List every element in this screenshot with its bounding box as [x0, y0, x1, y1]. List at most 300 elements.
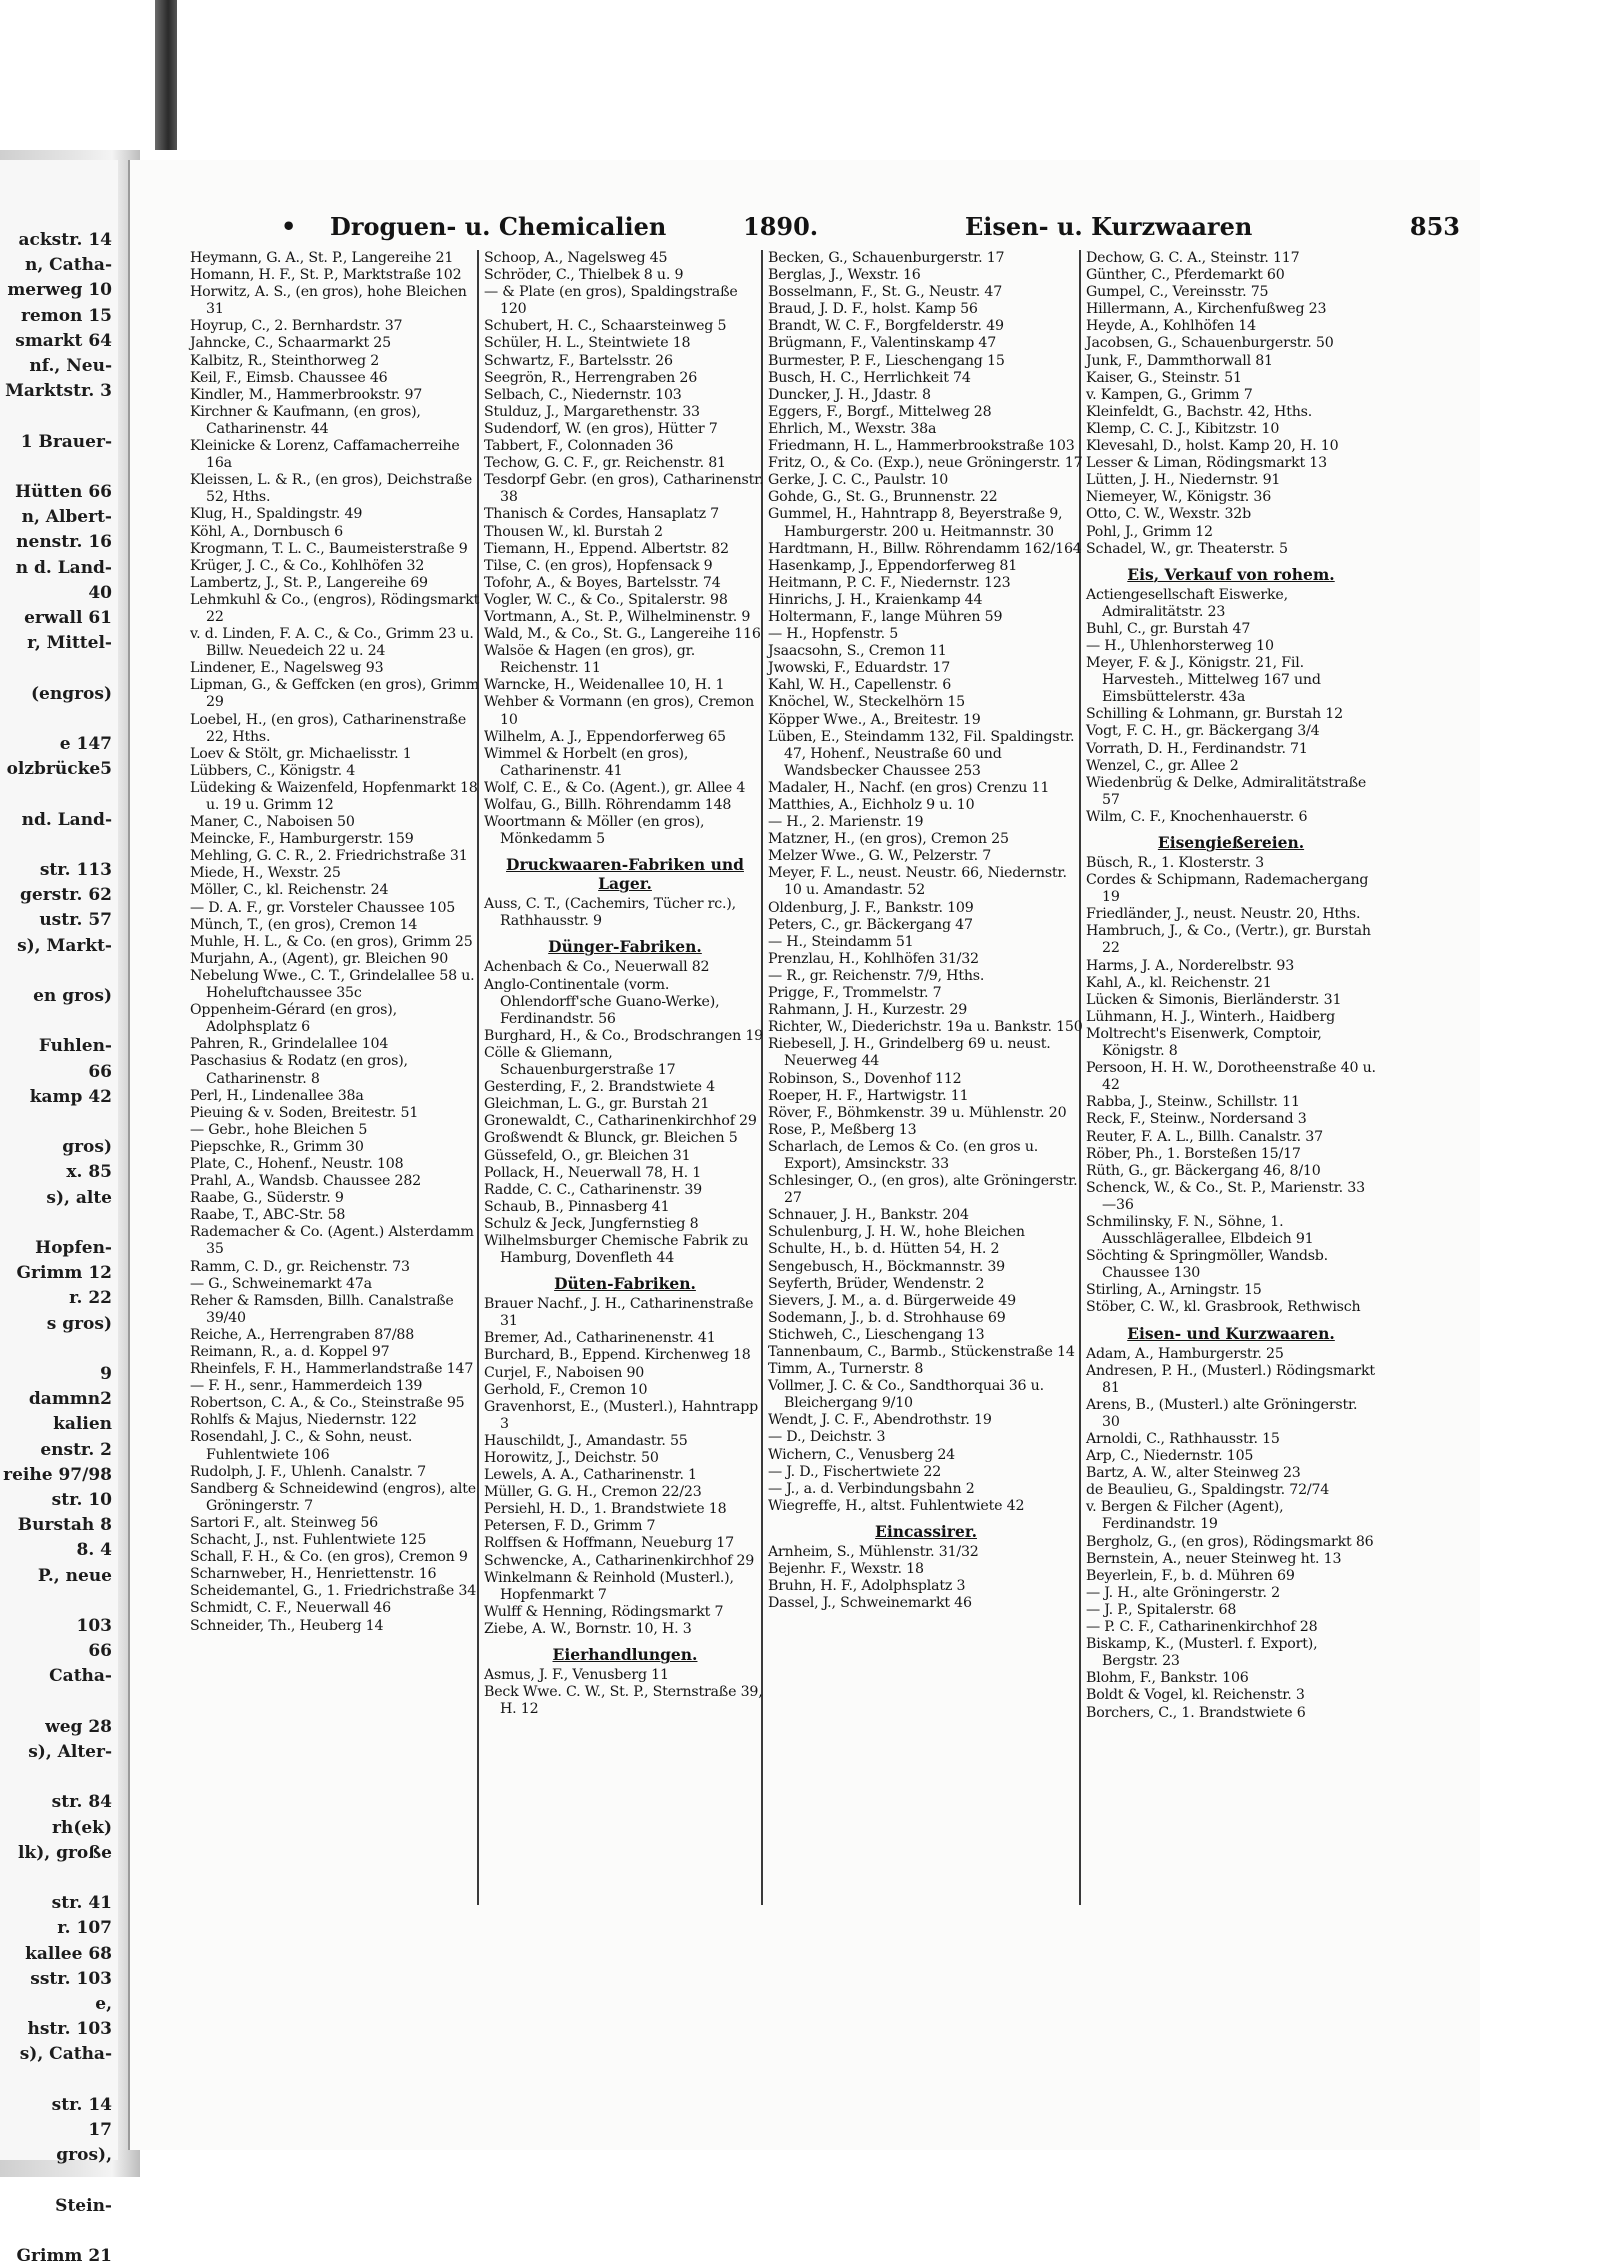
directory-entry: Klevesahl, D., holst. Kamp 20, H. 10: [1086, 438, 1339, 455]
left-page-fragment: x. 85: [66, 1162, 112, 1183]
left-page-fragment: Catha-: [49, 1666, 112, 1687]
directory-entry: Cordes & Schipmann, Rademachergang 19: [1086, 872, 1369, 906]
left-page-fragment: Hopfen-: [35, 1238, 112, 1258]
left-page-fragment: s), Alter-: [28, 1742, 112, 1762]
directory-entry: Scharlach, de Lemos & Co. (en gros u. Export), Amsinckstr. 33: [768, 1138, 1039, 1172]
directory-entry: Ziebe, A. W., Bornstr. 10, H. 3: [484, 1620, 692, 1637]
directory-entry: Moltrecht's Eisenwerk, Comptoir, Königstr. 8: [1086, 1025, 1322, 1060]
directory-entry: Schneider, Th., Heuberg 14: [190, 1617, 384, 1634]
left-page-fragment: 103: [76, 1616, 112, 1636]
directory-entry: Richter, W., Diederichstr. 19a u. Bankstr. 150: [768, 1019, 1083, 1036]
directory-entry: Schubert, H. C., Schaarsteinweg 5: [484, 318, 727, 335]
directory-entry: Meincke, F., Hamburgerstr. 159: [190, 831, 414, 848]
directory-entry: Lindener, E., Nagelsweg 93: [190, 660, 384, 677]
directory-entry: Gravenhorst, E., (Musterl.), Hahntrapp 3: [484, 1398, 759, 1432]
directory-entry: Biskamp, K., (Musterl. f. Export), Bergstr. 23: [1086, 1636, 1318, 1670]
left-page-fragment: r. 107: [57, 1918, 112, 1939]
directory-entry: Arnheim, S., Mühlenstr. 31/32: [768, 1543, 979, 1560]
directory-entry: Hinrichs, J. H., Kraienkamp 44: [768, 591, 983, 608]
directory-entry: Pieuing & v. Soden, Breitestr. 51: [190, 1104, 419, 1121]
directory-entry: Niemeyer, W., Königstr. 36: [1086, 489, 1272, 506]
directory-entry: Timm, A., Turnerstr. 8: [768, 1361, 924, 1378]
left-page-fragment: str. 113: [39, 860, 112, 880]
directory-entry: Robinson, S., Dovenhof 112: [768, 1070, 962, 1087]
directory-entry: Wimmel & Horbelt (en gros), Catharinenstr. 41: [484, 745, 689, 779]
directory-entry: Bruhn, H. F., Adolphsplatz 3: [768, 1578, 966, 1595]
left-page-fragment: 40: [88, 582, 112, 603]
left-page-fragment: hstr. 103: [27, 2019, 112, 2040]
directory-entry: Rolffsen & Hoffmann, Neueburg 17: [484, 1535, 734, 1552]
directory-entry: Rudolph, J. F., Uhlenh. Canalstr. 7: [190, 1463, 427, 1480]
left-page-fragment: ustr. 57: [39, 910, 112, 931]
left-page-fragment: olzbrücke5: [6, 759, 112, 780]
directory-entry: Braud, J. D. F., holst. Kamp 56: [768, 301, 978, 318]
directory-entry: Schilling & Lohmann, gr. Burstah 12: [1086, 706, 1343, 723]
left-page-fragment: lk), große: [17, 1842, 112, 1863]
directory-entry: — D., Deichstr. 3: [768, 1429, 886, 1446]
directory-entry: Meyer, F. L., neust. Neustr. 66, Niedernstr. 10 u. Amandastr. 52: [768, 865, 1067, 899]
directory-entry: Hasenkamp, J., Eppendorferweg 81: [768, 557, 1018, 574]
directory-entry: Wulff & Henning, Rödingsmarkt 7: [484, 1603, 724, 1620]
directory-entry: Thousen W., kl. Burstah 2: [484, 523, 663, 540]
directory-entry: Wehber & Vormann (en gros), Cremon 10: [484, 694, 755, 728]
directory-entry: Bartz, A. W., alter Steinweg 23: [1086, 1465, 1301, 1482]
directory-entry: Raabe, G., Süderstr. 9: [190, 1190, 344, 1207]
directory-entry: Dechow, G. C. A., Steinstr. 117: [1086, 250, 1300, 266]
directory-entry: Busch, H. C., Herrlichkeit 74: [768, 369, 971, 386]
directory-entry: Buhl, C., gr. Burstah 47: [1086, 620, 1251, 637]
directory-entry: Rahmann, J. H., Kurzestr. 29: [768, 1002, 968, 1019]
directory-entry: Wichern, C., Venusberg 24: [768, 1446, 955, 1463]
left-page-fragment: Stein-: [55, 2195, 112, 2216]
directory-entry: Paschasius & Rodatz (en gros), Catharinenstr. 8: [190, 1053, 408, 1087]
directory-entry: — F. H., senr., Hammerdeich 139: [190, 1378, 423, 1395]
directory-entry: Heymann, G. A., St. P., Langereihe 21: [190, 250, 454, 266]
directory-entry: Münch, T., (en gros), Cremon 14: [190, 916, 418, 933]
directory-entry: Prigge, F., Trommelstr. 7: [768, 985, 942, 1002]
directory-entry: Lewels, A. A., Catharinenstr. 1: [484, 1467, 697, 1484]
left-page-fragment: gros): [62, 1137, 112, 1158]
directory-entry: Walsöe & Hagen (en gros), gr. Reichenstr. 11: [484, 643, 696, 677]
left-page-fragment: e,: [95, 1994, 112, 2014]
directory-entry: Tofohr, A., & Boyes, Bartelsstr. 74: [484, 574, 721, 591]
directory-entry: Jahncke, C., Schaarmarkt 25: [190, 335, 391, 352]
directory-entry: Meyer, F. & J., Königstr. 21, Fil. Harvestеh., Mittelweg 167 und Eimsbüttelerstr. 43a: [1086, 655, 1321, 706]
directory-entry: — H., Hopfenstr. 5: [768, 626, 899, 643]
directory-entry: Reck, F., Steinw., Nordersand 3: [1086, 1111, 1307, 1128]
directory-entry: Vogler, W. C., & Co., Spitalerstr. 98: [484, 591, 728, 608]
directory-entry: Burchard, B., Eppend. Kirchenweg 18: [484, 1347, 751, 1364]
directory-entry: Kaiser, G., Steinstr. 51: [1086, 369, 1242, 386]
left-page-fragment: s gros): [46, 1313, 112, 1334]
directory-entry: Hillermann, A., Kirchenfußweg 23: [1086, 301, 1327, 318]
directory-entry: Tilse, C. (en gros), Hopfensack 9: [484, 557, 713, 574]
directory-entry: Schlesinger, O., (en gros), alte Gröningerstr. 27: [768, 1173, 1078, 1207]
directory-entry: Röber, Ph., 1. Borsteßen 15/17: [1086, 1145, 1301, 1162]
section-heading: Eincassirer.: [875, 1521, 977, 1541]
left-page-fragment: merweg 10: [7, 280, 112, 301]
page-header: [195, 212, 1460, 242]
directory-entry: Harms, J. A., Norderelbstr. 93: [1086, 957, 1295, 974]
directory-entry: — P. C. F., Catharinenkirchhof 28: [1086, 1619, 1318, 1636]
directory-entry: Brauer Nachf., J. H., Catharinenstraße 31: [484, 1296, 754, 1330]
directory-entry: Woortmann & Möller (en gros), Mönkedamm 5: [484, 814, 705, 848]
directory-entry: Tabbert, F., Colonnaden 36: [484, 438, 674, 455]
directory-entry: Dassel, J., Schweinemarkt 46: [768, 1595, 972, 1612]
directory-entry: Schüler, H. L., Steintwiete 18: [484, 335, 691, 352]
directory-entry: Sodemann, J., b. d. Strohhause 69: [768, 1309, 1006, 1326]
directory-entry: Persoon, H. H. W., Dorotheenstraße 40 u. 42: [1086, 1060, 1376, 1094]
directory-entry: Pollack, H., Neuerwall 78, H. 1: [484, 1164, 702, 1181]
directory-entry: — D. A. F., gr. Vorsteler Chaussee 105: [190, 899, 456, 916]
directory-entry: Seegrön, R., Herrengraben 26: [484, 369, 698, 386]
directory-entry: Kleinicke & Lorenz, Caffamacherreihe 16a: [190, 438, 460, 472]
section-heading: Eisen- und Kurzwaaren.: [1127, 1323, 1335, 1343]
directory-entry: Wolfau, G., Billh. Röhrendamm 148: [484, 797, 732, 813]
header-year: 1890.: [743, 212, 819, 241]
directory-entry: Actiengesellschaft Eiswerke, Admiralitätstr. 23: [1086, 586, 1288, 620]
directory-entry: Heitmann, P. C. F., Niedernstr. 123: [768, 574, 1011, 591]
left-page-fragment: nd. Land-: [21, 809, 112, 830]
directory-entry: Reiche, A., Herrengraben 87/88: [190, 1326, 415, 1343]
left-page-fragment: 8. 4: [76, 1540, 112, 1561]
directory-entry: Hambruch, J., & Co., (Vertr.), gr. Burstah 22: [1086, 923, 1371, 957]
directory-entry: Kleinfeldt, G., Bachstr. 42, Hths.: [1086, 403, 1313, 420]
directory-entry: Schwencke, A., Catharinenkirchhof 29: [484, 1552, 755, 1569]
directory-entry: Lüben, E., Steindamm 132, Fil. Spaldingstr. 47, Hohenf., Neustraße 60 und Wandsbecker Chaussee 253: [768, 728, 1075, 779]
directory-entry: Großwendt & Blunck, gr. Bleichen 5: [484, 1130, 738, 1147]
directory-entry: Schadel, W., gr. Theaterstr. 5: [1086, 540, 1288, 557]
directory-entry: de Beaulieu, G., Spaldingstr. 72/74: [1086, 1482, 1330, 1499]
directory-entry: Becken, G., Schauenburgerstr. 17: [768, 250, 1005, 266]
directory-entry: — H., 2. Marienstr. 19: [768, 814, 924, 831]
directory-entry: Nebelung Wwe., C. T., Grindelallee 58 u. Hoheluftchaussee 35c: [190, 967, 475, 1002]
directory-entry: Wilm, C. F., Knochenhauerstr. 6: [1086, 808, 1308, 825]
directory-entry: Köhl, A., Dornbusch 6: [190, 523, 343, 540]
directory-entry: Duncker, J. H., Jdastr. 8: [768, 386, 931, 403]
directory-entry: Schwartz, F., Bartelsstr. 26: [484, 352, 673, 369]
directory-entry: Gummel, H., Hahntrapp 8, Beyerstraße 9, Hamburgerstr. 200 u. Heitmannstr. 30: [768, 506, 1063, 540]
left-page-fragment: gerstr. 62: [20, 885, 112, 906]
directory-entry: Scharnweber, H., Henriettenstr. 16: [190, 1566, 437, 1583]
directory-entry: Warncke, H., Weidenallee 10, H. 1: [484, 677, 725, 694]
directory-entry: Petersen, F. D., Grimm 7: [484, 1518, 656, 1535]
directory-entry: Pohl, J., Grimm 12: [1086, 523, 1213, 540]
directory-entry: Oppenheim-Gérard (en gros), Adolphsplatz 6: [190, 1002, 397, 1036]
section-heading: Druckwaaren-Fabriken und Lager.: [506, 855, 744, 894]
directory-entry: Röver, F., Böhmkenstr. 39 u. Mühlenstr. 20: [768, 1104, 1067, 1121]
left-page-fragment: e 147: [59, 734, 112, 754]
left-page-fragment: enstr. 2: [40, 1439, 112, 1460]
directory-entry: Fritz, O., & Co. (Exp.), neue Gröningerstr. 17: [768, 455, 1083, 472]
left-page-fragment: s), Catha-: [19, 2044, 112, 2065]
directory-entry: Rohlfs & Majus, Niedernstr. 122: [190, 1412, 417, 1429]
left-page-edge: [0, 160, 118, 2266]
directory-entry: Peters, C., gr. Bäckergang 47: [768, 916, 973, 933]
directory-entry: — R., gr. Reichenstr. 7/9, Hths.: [768, 967, 985, 984]
directory-entry: Kindler, M., Hammerbrookstr. 97: [190, 386, 423, 403]
left-page-fragment: gros),: [56, 2145, 112, 2166]
directory-entry: Ehrlich, M., Wexstr. 38a: [768, 420, 937, 437]
left-page-fragment: str. 14: [51, 2094, 112, 2115]
left-page-fragment: str. 41: [51, 1893, 112, 1914]
directory-entry: Lipman, G., & Geffcken (en gros), Grimm 29: [190, 677, 480, 711]
left-page-fragment: r. 22: [69, 1288, 112, 1309]
left-page-fragment: Grimm 21: [16, 2246, 112, 2266]
directory-entry: Günther, C., Pferdemarkt 60: [1086, 267, 1285, 284]
directory-entry: Sartori F., alt. Steinweg 56: [190, 1514, 378, 1531]
directory-entry: Gerhold, F., Cremon 10: [484, 1381, 648, 1398]
directory-entry: Arens, B., (Musterl.) alte Gröningerstr. 30: [1086, 1396, 1358, 1430]
directory-entry: — H., Uhlenhorsterweg 10: [1086, 637, 1274, 654]
directory-entry: Vogt, F. C. H., gr. Bäckergang 3/4: [1086, 723, 1320, 740]
left-page-fragment: kamp 42: [29, 1086, 112, 1107]
directory-entry: Schacht, J., nst. Fuhlentwiete 125: [190, 1532, 427, 1549]
directory-entry: — H., Steindamm 51: [768, 933, 914, 950]
directory-entry: Lüdeking & Waizenfeld, Hopfenmarkt 18 u. 19 u. Grimm 12: [190, 779, 478, 813]
directory-entry: Wenzel, C., gr. Allee 2: [1086, 757, 1239, 774]
directory-entry: Beck Wwe. C. W., St. P., Sternstraße 39, H. 12: [484, 1684, 763, 1718]
directory-entry: Adam, A., Hamburgerstr. 25: [1086, 1345, 1284, 1362]
directory-entry: Brandt, W. C. F., Borgfelderstr. 49: [768, 318, 1004, 335]
directory-entry: Bergholz, G., (en gros), Rödingsmarkt 86: [1086, 1533, 1374, 1550]
header-bullet: •: [281, 212, 297, 241]
directory-entry: Klemp, C. C. J., Kibitzstr. 10: [1086, 420, 1280, 437]
directory-entry: Brügmann, F., Valentinskamp 47: [768, 335, 997, 352]
directory-entry: Loebel, H., (en gros), Catharinenstraße 22, Hths.: [190, 711, 467, 745]
directory-entry: Wiegreffe, H., altst. Fuhlentwiete 42: [768, 1497, 1025, 1514]
directory-entry: Müller, G. G. H., Cremon 22/23: [484, 1484, 702, 1501]
directory-entry: Rosendahl, J. C., & Sohn, neust. Fuhlentwiete 106: [190, 1429, 413, 1463]
directory-entry: Jacobsen, G., Schauenburgerstr. 50: [1086, 335, 1334, 352]
section-heading: Düten-Fabriken.: [554, 1274, 696, 1294]
directory-entry: Techow, G. C. F., gr. Reichenstr. 81: [484, 455, 726, 472]
left-page-fragment: Marktstr. 3: [5, 381, 112, 402]
directory-entry: Hardtmann, H., Billw. Röhrendamm 162/164: [768, 540, 1082, 557]
directory-entry: Bosselmann, F., St. G., Neustr. 47: [768, 284, 1003, 301]
directory-entry: — J. D., Fischertwiete 22: [768, 1463, 942, 1480]
section-heading: Eierhandlungen.: [552, 1645, 698, 1665]
column-4: [1086, 250, 1376, 1910]
directory-entry: Selbach, C., Niedernstr. 103: [484, 386, 682, 403]
directory-entry: Friedmann, H. L., Hammerbrookstraße 103: [768, 438, 1075, 455]
directory-entry: Vollmer, J. C. & Co., Sandthorquai 36 u. Bleichergang 9/10: [768, 1378, 1044, 1412]
directory-entry: Raabe, T., ABC-Str. 58: [190, 1207, 346, 1224]
left-page-fragment: nf., Neu-: [29, 356, 112, 376]
directory-entry: Lesser & Liman, Rödingsmarkt 13: [1086, 455, 1327, 472]
directory-entry: Kahl, W. H., Capellenstr. 6: [768, 677, 952, 694]
directory-entry: Wiedenbrüg & Delke, Admiralitätstraße 57: [1086, 774, 1367, 808]
directory-entry: v. d. Linden, F. A. C., & Co., Grimm 23 u. Billw. Neuedeich 22 u. 24: [190, 626, 474, 660]
directory-entry: Schnauer, J. H., Bankstr. 204: [768, 1207, 969, 1224]
directory-entry: Bernstein, A., neuer Steinweg ht. 13: [1086, 1550, 1342, 1567]
directory-entry: Anglo-Continentale (vorm. Ohlendorff'sche Guano-Werke), Ferdinandstr. 56: [484, 976, 720, 1027]
directory-entry: Eggers, F., Borgf., Mittelweg 28: [768, 403, 992, 420]
directory-entry: Kalbitz, R., Steinthorweg 2: [190, 352, 380, 369]
directory-entry: Burghard, H., & Co., Brodschrangen 19: [484, 1027, 763, 1044]
directory-entry: Knöchel, W., Steckelhörn 15: [768, 694, 965, 711]
directory-entry: Tiemann, H., Eppend. Albertstr. 82: [484, 540, 729, 557]
directory-entry: Schulenburg, J. H. W., hohe Bleichen: [768, 1224, 1025, 1241]
directory-entry: Achenbach & Co., Neuerwall 82: [484, 959, 710, 976]
left-page-fragment: Grimm 12: [16, 1263, 112, 1284]
directory-entry: — Gebr., hohe Bleichen 5: [190, 1121, 368, 1138]
directory-entry: Maner, C., Naboisen 50: [190, 814, 355, 831]
directory-entry: Burmester, P. F., Lieschengang 15: [768, 352, 1005, 369]
left-page-fragment: erwall 61: [24, 608, 112, 628]
left-page-fragment: nenstr. 16: [16, 532, 112, 553]
directory-entry: Jsaacsohn, S., Cremon 11: [768, 643, 947, 660]
left-page-fragment: kalien: [53, 1414, 112, 1435]
directory-entry: Matzner, H., (en gros), Cremon 25: [768, 831, 1009, 848]
directory-entry: Blohm, F., Bankstr. 106: [1086, 1670, 1249, 1687]
directory-entry: Schulte, H., b. d. Hütten 54, H. 2: [768, 1241, 1000, 1258]
directory-entry: Otto, C. W., Wexstr. 32b: [1086, 506, 1251, 523]
directory-entry: Boldt & Vogel, kl. Reichenstr. 3: [1086, 1687, 1305, 1704]
directory-entry: Arp, C., Niedernstr. 105: [1086, 1448, 1254, 1465]
directory-entry: Schaub, B., Pinnasberg 41: [484, 1198, 670, 1215]
left-page-fragment: n, Albert-: [21, 507, 112, 528]
directory-entry: Sengebusch, H., Böckmannstr. 39: [768, 1258, 1006, 1275]
directory-entry: Gohde, G., St. G., Brunnenstr. 22: [768, 489, 998, 506]
directory-entry: Berglas, J., Wexstr. 16: [768, 267, 921, 284]
directory-entry: Rüth, G., gr. Bäckergang 46, 8/10: [1086, 1162, 1321, 1179]
directory-entry: Madaler, H., Nachf. (en gros) Crenzu 11: [768, 779, 1050, 796]
directory-entry: Köpper Wwe., A., Breitestr. 19: [768, 711, 981, 728]
directory-entry: Sudendorf, W. (en gros), Hütter 7: [484, 420, 718, 437]
directory-entry: Riebesell, J. H., Grindelberg 69 u. neust. Neuerweg 44: [768, 1036, 1051, 1070]
directory-entry: Horowitz, J., Deichstr. 50: [484, 1450, 659, 1466]
directory-entry: Auss, C. T., (Cachemirs, Tücher rc.), Rathhausstr. 9: [484, 896, 736, 930]
directory-entry: Perl, H., Lindenallee 38a: [190, 1087, 364, 1104]
column-3: [768, 250, 1084, 1910]
directory-entry: Bejenhr. F., Wexstr. 18: [768, 1561, 924, 1578]
directory-entry: Lütten, J. H., Niedernstr. 91: [1086, 472, 1281, 489]
directory-entry: Roeper, H. F., Hartwigstr. 11: [768, 1087, 969, 1104]
directory-entry: Holtermann, F., lange Mühren 59: [768, 608, 1003, 625]
directory-entry: Pahren, R., Grindelallee 104: [190, 1036, 389, 1053]
left-page-fragment: kallee 68: [25, 1943, 112, 1964]
directory-entry: Robertson, C. A., & Co., Steinstraße 95: [190, 1395, 465, 1412]
left-page-fragment: Fuhlen-: [38, 1036, 112, 1057]
directory-entry: Melzer Wwe., G. W., Pelzerstr. 7: [768, 848, 992, 865]
directory-entry: Mehling, G. C. R., 2. Friedrichstraße 31: [190, 848, 468, 865]
directory-entry: Schulz & Jeck, Jungfernstieg 8: [484, 1215, 699, 1232]
left-page-fragment: n, Catha-: [24, 255, 112, 276]
directory-entry: Tannenbaum, C., Barmb., Stückenstraße 14: [768, 1344, 1075, 1360]
book-spine-tab: [155, 0, 177, 150]
directory-entry: Reimann, R., a. d. Koppel 97: [190, 1344, 390, 1360]
directory-entry: Schröder, C., Thielbek 8 u. 9: [484, 267, 684, 284]
directory-entry: Prenzlau, H., Kohlhöfen 31/32: [768, 950, 979, 967]
directory-entry: Arnoldi, C., Rathhausstr. 15: [1086, 1431, 1280, 1447]
directory-entry: Tesdorpf Gebr. (en gros), Catharinenstr. 38: [484, 472, 764, 506]
directory-entry: Büsch, R., 1. Klosterstr. 3: [1086, 855, 1264, 871]
left-page-fragment: s), alte: [46, 1187, 112, 1208]
directory-entry: Schmilinsky, F. N., Söhne, 1. Ausschlägerallee, Elbdeich 91: [1086, 1213, 1314, 1248]
directory-entry: Persiehl, H. D., 1. Brandstwiete 18: [484, 1501, 727, 1518]
directory-entry: — J. P., Spitalerstr. 68: [1086, 1601, 1237, 1618]
directory-entry: Bremer, Ad., Catharinenenstr. 41: [484, 1330, 716, 1347]
left-page-fragment: s), Markt-: [17, 935, 112, 956]
directory-entry: Lücken & Simonis, Bierländerstr. 31: [1086, 991, 1342, 1008]
directory-entry: Andresen, P. H., (Musterl.) Rödingsmarkt 81: [1086, 1362, 1375, 1396]
directory-entry: Reuter, F. A. L., Billh. Canalstr. 37: [1086, 1128, 1323, 1145]
directory-entry: Lambertz, J., St. P., Langereihe 69: [190, 574, 428, 591]
left-page-fragment: str. 84: [51, 1792, 112, 1813]
directory-entry: Cölle & Gliemann, Schauenburgerstraße 17: [484, 1044, 676, 1079]
directory-entry: Krüger, J. C., & Co., Kohlhöfen 32: [190, 557, 425, 574]
left-page-fragment: remon 15: [20, 305, 112, 326]
directory-entry: Heyde, A., Kohlhöfen 14: [1086, 318, 1256, 335]
left-page-fragment: 66: [88, 1061, 112, 1082]
left-page-fragment: n d. Land-: [15, 557, 112, 578]
section-heading: Eis, Verkauf von rohem.: [1127, 564, 1335, 584]
left-page-fragment: dammn2: [28, 1389, 112, 1410]
directory-entry: Thanisch & Cordes, Hansaplatz 7: [484, 506, 720, 523]
directory-entry: Gesterding, F., 2. Brandstwiete 4: [484, 1079, 715, 1096]
directory-entry: Borchers, C., 1. Brandstwiete 6: [1086, 1704, 1306, 1721]
directory-entry: Wendt, J. C. F., Abendrothstr. 19: [768, 1412, 992, 1429]
directory-entry: Schall, F. H., & Co. (en gros), Cremon 9: [190, 1549, 468, 1566]
directory-entry: Lehmkuhl & Co., (engros), Rödingsmarkt 22: [190, 591, 480, 625]
directory-entry: Horwitz, A. S., (en gros), hohe Bleichen 31: [190, 284, 467, 318]
directory-entry: Wald, M., & Co., St. G., Langereihe 116: [484, 626, 761, 643]
directory-entry: Matthies, A., Eichholz 9 u. 10: [768, 797, 975, 813]
directory-entry: Junk, F., Dammthorwall 81: [1086, 352, 1273, 369]
left-page-fragment: Burstah 8: [17, 1515, 112, 1536]
directory-entry: — & Plate (en gros), Spaldingstraße 120: [484, 284, 738, 318]
directory-entry: Keil, F., Eimsb. Chaussee 46: [190, 369, 388, 386]
directory-entry: Gerke, J. C. C., Paulstr. 10: [768, 472, 949, 489]
column-1: [190, 250, 480, 1910]
directory-entry: Stirling, A., Arningstr. 15: [1086, 1282, 1262, 1299]
directory-entry: Kirchner & Kaufmann, (en gros), Catharinenstr. 44: [190, 403, 421, 437]
directory-entry: Lühmann, H. J., Winterh., Haidberg: [1086, 1008, 1335, 1025]
page-number: 853: [1409, 212, 1460, 241]
left-page-fragment: 17: [88, 2120, 112, 2140]
left-page-fragment: sstr. 103: [30, 1968, 112, 1989]
directory-entry: Gumpel, C., Vereinsstr. 75: [1086, 284, 1269, 301]
directory-entry: Sandberg & Schneidewind (engros), alte Gröningerstr. 7: [190, 1480, 476, 1514]
directory-entry: Stöber, C. W., kl. Grasbrook, Rethwisch: [1086, 1299, 1361, 1316]
directory-entry: Homann, H. F., St. P., Marktstraße 102: [190, 267, 462, 284]
directory-entry: Klug, H., Spaldingstr. 49: [190, 506, 363, 523]
directory-entry: Hoyrup, C., 2. Bernhardstr. 37: [190, 318, 403, 335]
directory-entry: Rabba, J., Steinw., Schillstr. 11: [1086, 1094, 1300, 1111]
directory-entry: v. Bergen & Filcher (Agent), Ferdinandstr. 19: [1086, 1499, 1284, 1533]
left-page-fragment: r, Mittel-: [27, 633, 112, 654]
directory-entry: Prahl, A., Wandsb. Chaussee 282: [190, 1173, 421, 1190]
left-page-fragment: ackstr. 14: [18, 230, 112, 250]
directory-entry: Söchting & Springmöller, Wandsb. Chaussee 130: [1086, 1248, 1328, 1282]
directory-entry: Wilhelmsburger Chemische Fabrik zu Hamburg, Dovenfleth 44: [484, 1232, 749, 1267]
directory-entry: Oldenburg, J. F., Bankstr. 109: [768, 899, 974, 916]
directory-entry: Asmus, J. F., Venusberg 11: [484, 1667, 669, 1684]
directory-entry: Sievers, J. M., a. d. Bürgerweide 49: [768, 1292, 1016, 1309]
directory-entry: — J. H., alte Gröningerstr. 2: [1086, 1584, 1280, 1601]
directory-entry: Wilhelm, A. J., Eppendorferweg 65: [484, 728, 726, 745]
directory-entry: Rheinfels, F. H., Hammerlandstraße 147: [190, 1361, 474, 1378]
directory-entry: Vorrath, D. H., Ferdinandstr. 71: [1086, 740, 1308, 757]
directory-entry: Murjahn, A., (Agent), gr. Bleichen 90: [190, 950, 449, 967]
column-2: [484, 250, 766, 1910]
left-page-fragment: rh(ek): [52, 1817, 112, 1838]
directory-entry: Stichweh, C., Lieschengang 13: [768, 1326, 985, 1343]
directory-entry: Krogmann, T. L. C., Baumeisterstraße 9: [190, 540, 468, 557]
left-page-fragment: smarkt 64: [15, 330, 112, 351]
directory-entry: Möller, C., kl. Reichenstr. 24: [190, 882, 389, 899]
